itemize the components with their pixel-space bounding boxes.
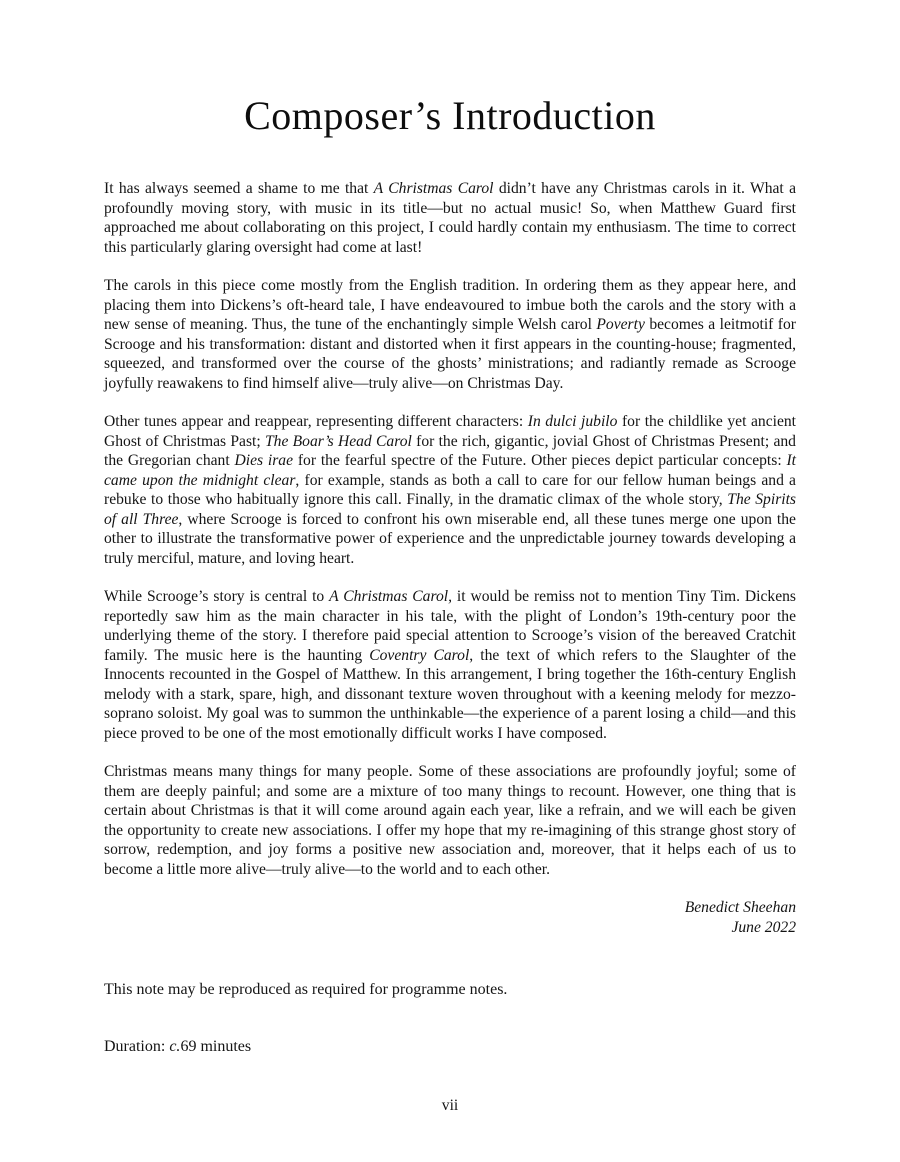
signature-date: June 2022 [731,918,796,936]
duration-circa: c. [169,1038,181,1055]
paragraphs-container [104,179,796,879]
paragraph: Other tunes appear and reappear, representing different characters: In dulci jubilo for the childlike yet ancient Ghost of Christmas Past; The Boar’s Head Carol for the rich, gigantic, jovial Ghost of Christmas Present; and the Gregorian chant Dies irae for the fearful spectre of the Future. Other pieces depict particular concepts: It came upon the midnight clear, for example, stands as both a call to care for our fellow human beings and a rebuke to those who habitually ignore this call. Finally, in the dramatic climax of the whole story, The Spirits of all Three, where Scrooge is forced to confront his own miserable end, all these tunes merge one upon the other to illustrate the transformative power of experience and the unpredictable journey towards developing a truly merciful, mature, and loving heart. [104,413,797,567]
page-number: vii [441,1097,459,1114]
duration-line [104,1038,796,1056]
paragraph: While Scrooge’s story is central to A Christmas Carol, it would be remiss not to mention Tiny Tim. Dickens reportedly saw him as the main character in his tale, with the plight of London’s 19th-century poor the underlying theme of the story. I therefore paid special attention to Scrooge’s vision of the bereaved Cratchit family. The music here is the haunting Coventry Carol, the text of which refers to the Slaughter of the Innocents recounted in the Gospel of Matthew. In this arrangement, I bring together the 16th-century English melody with a stark, spare, high, and dissonant texture woven throughout with a keening melody for mezzo-soprano soloist. My goal was to summon the unthinkable—the experience of a parent losing a child—and this piece proved to be one of the most emotionally difficult works I have composed. [104,588,797,742]
reproduction-note: This note may be reproduced as required for programme notes. [104,981,508,998]
duration-value: 69 minutes [180,1038,252,1055]
paragraph: Christmas means many things for many people. Some of these associations are profoundly joyful; some of them are deeply painful; and some are a mixture of too many things to recount. However, one thing that is certain about Christmas is that it will come around again each year, like a refrain, and we will each be given the opportunity to create new associations. I offer my hope that my re-imagining of this strange ghost story of sorrow, redemption, and joy forms a positive new association and, moreover, that it helps each of us to become a little more alive—truly alive—to the world and to each other. [104,763,796,878]
signature-block [104,898,796,937]
paragraph: It has always seemed a shame to me that A Christmas Carol didn’t have any Christmas carols in it. What a profoundly moving story, with music in its title—but no actual music! So, when Matthew Guard first approached me about collaborating on this project, I could hardly contain my enthusiasm. The time to correct this particularly glaring oversight had come at last! [104,180,797,256]
page-title: Composer’s Introduction [244,93,656,138]
duration-label: Duration: [104,1038,170,1055]
paragraph: The carols in this piece come mostly from the English tradition. In ordering them as they appear here, and placing them into Dickens’s oft-heard tale, I have endeavoured to imbue both the carols and the story with a new sense of meaning. Thus, the tune of the enchantingly simple Welsh carol Poverty becomes a leitmotif for Scrooge and his transformation: distant and distorted when it first appears in the counting-house; fragmented, squeezed, and transformed over the course of the ghosts’ ministrations; and radiantly remade as Scrooge joyfully reawakens to find himself alive—truly alive—on Christmas Day. [104,277,796,392]
page-content [0,92,900,1056]
signature-name: Benedict Sheehan [684,899,796,916]
